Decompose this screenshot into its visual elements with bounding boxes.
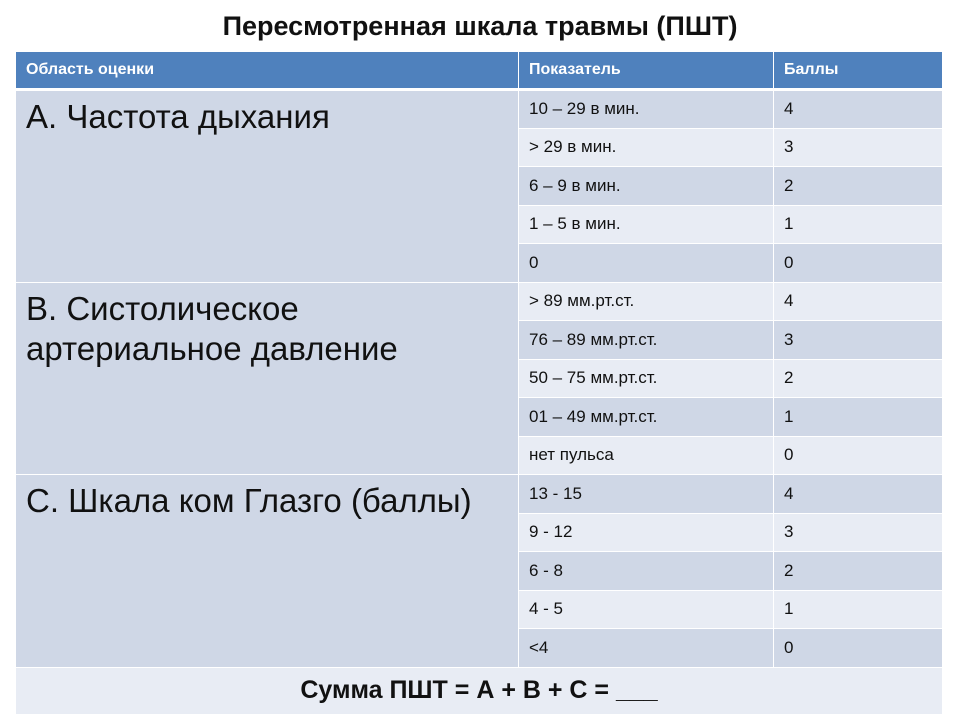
score-cell: 0: [774, 629, 943, 668]
indicator-cell: 6 – 9 в мин.: [519, 167, 774, 206]
indicator-cell: 10 – 29 в мин.: [519, 90, 774, 129]
score-cell: 1: [774, 205, 943, 244]
area-respiratory-rate: A. Частота дыхания: [16, 90, 519, 283]
table-header-row: [16, 52, 943, 90]
sum-row: [16, 667, 943, 714]
table-row: [16, 475, 943, 514]
page-title: Пересмотренная шкала травмы (ПШТ): [222, 11, 738, 41]
score-cell: 0: [774, 436, 943, 475]
table-row: [16, 282, 943, 321]
indicator-cell: 76 – 89 мм.рт.ст.: [519, 321, 774, 360]
score-cell: 3: [774, 128, 943, 167]
score-cell: 2: [774, 552, 943, 591]
sum-formula: Сумма ПШТ = А + В + С = ___: [16, 667, 943, 714]
indicator-cell: 01 – 49 мм.рт.ст.: [519, 398, 774, 437]
score-cell: 4: [774, 475, 943, 514]
indicator-cell: 0: [519, 244, 774, 283]
header-area: Область оценки: [16, 52, 519, 90]
score-cell: 0: [774, 244, 943, 283]
score-cell: 1: [774, 398, 943, 437]
header-score: Баллы: [774, 52, 943, 90]
indicator-cell: 6 - 8: [519, 552, 774, 591]
indicator-cell: > 89 мм.рт.ст.: [519, 282, 774, 321]
score-cell: 3: [774, 321, 943, 360]
indicator-cell: 1 – 5 в мин.: [519, 205, 774, 244]
indicator-cell: <4: [519, 629, 774, 668]
score-cell: 3: [774, 513, 943, 552]
indicator-cell: 50 – 75 мм.рт.ст.: [519, 359, 774, 398]
score-cell: 2: [774, 359, 943, 398]
indicator-cell: > 29 в мин.: [519, 128, 774, 167]
score-cell: 1: [774, 590, 943, 629]
trauma-score-table: [15, 51, 943, 715]
indicator-cell: 4 - 5: [519, 590, 774, 629]
indicator-cell: нет пульса: [519, 436, 774, 475]
area-systolic-pressure: B. Систолическое артериальное давление: [16, 282, 519, 475]
score-cell: 4: [774, 90, 943, 129]
area-glasgow-coma-scale: C. Шкала ком Глазго (баллы): [16, 475, 519, 668]
score-cell: 2: [774, 167, 943, 206]
header-indicator: Показатель: [519, 52, 774, 90]
indicator-cell: 9 - 12: [519, 513, 774, 552]
score-cell: 4: [774, 282, 943, 321]
table-row: [16, 90, 943, 129]
indicator-cell: 13 - 15: [519, 475, 774, 514]
